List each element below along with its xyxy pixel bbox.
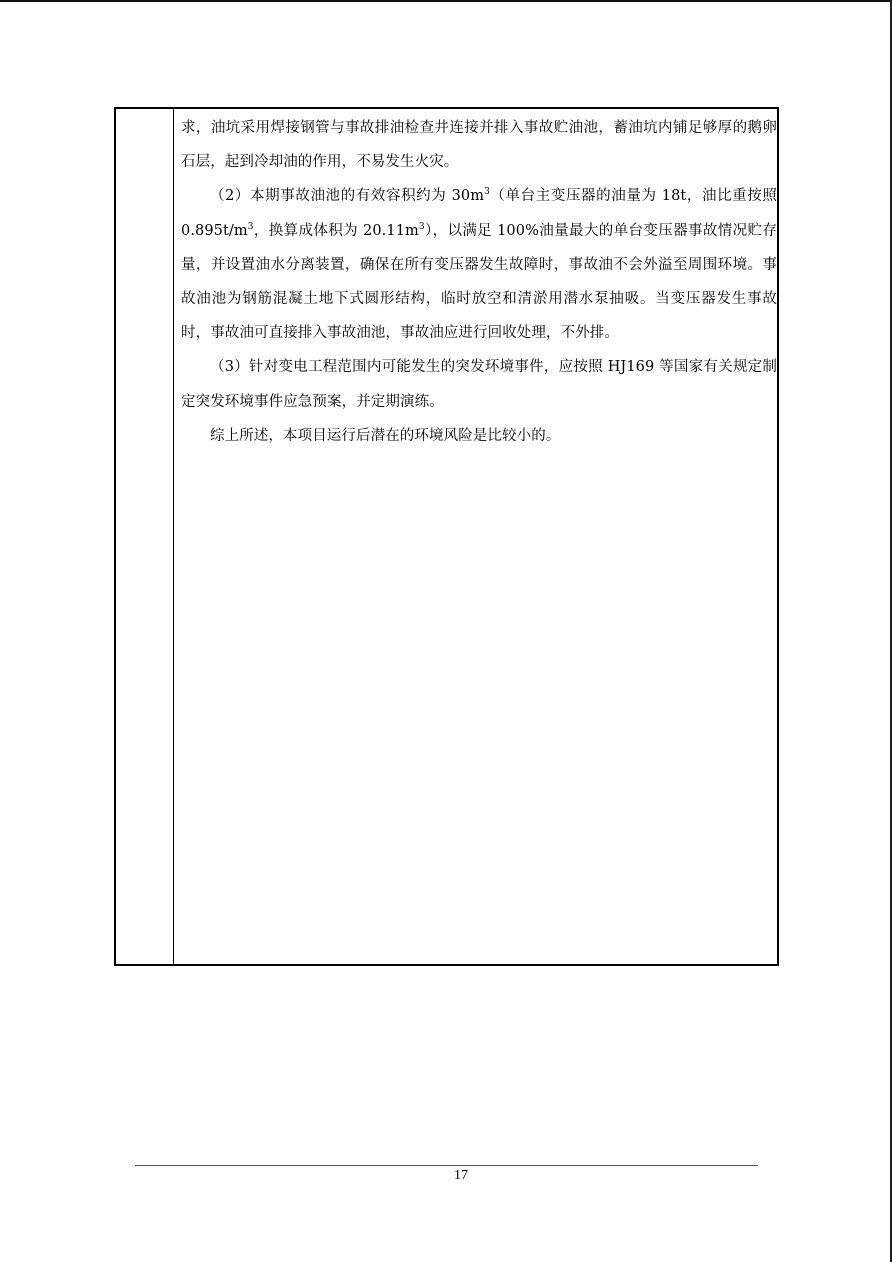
paragraph-accident-oil-pool	[181, 179, 777, 350]
table-content-cell	[174, 109, 779, 453]
footer-divider	[135, 1165, 758, 1166]
page-number: 17	[454, 1168, 468, 1183]
superscript-3: 3	[247, 221, 254, 232]
content-table	[114, 107, 779, 966]
text-segment: （单台主变压器的油量为 18t，油比重按照 0.895t/m	[181, 188, 777, 239]
text-segment: （2）本期事故油池的有效容积约为 30m	[210, 188, 485, 205]
table-label-column	[116, 109, 174, 964]
text-segment: ），以满足 100%油量最大的单台变压器事故情况贮存量，并设置油水分离装置，确保在所有变压器发生故障时，事故油不会外溢至周围环境。事故油池为钢筋混凝土地下式圆形结构，临时放空和清淤用潜水泵抽吸。当变压器发生事故时，事故油可直接排入事故油池，事故油应进行回收处理，不外排。	[181, 222, 777, 342]
paragraph-conclusion: 综上所述，本项目运行后潜在的环境风险是比较小的。	[210, 427, 561, 444]
superscript-3: 3	[418, 221, 425, 232]
text-segment: ，换算成体积为 20.11m	[253, 222, 419, 239]
superscript-3: 3	[484, 187, 490, 198]
paragraph-emergency-plan: （3）针对变电工程范围内可能发生的突发环境事件，应按照 HJ169 等国家有关规定制定突发环境事件应急预案，并定期演练。	[181, 359, 777, 410]
paragraph-oil-pit: 求，油坑采用焊接钢管与事故排油检查井连接并排入事故贮油池，蓄油坑内铺足够厚的鹅卵石层，起到冷却油的作用，不易发生火灾。	[181, 120, 777, 171]
top-border-line	[0, 0, 892, 2]
